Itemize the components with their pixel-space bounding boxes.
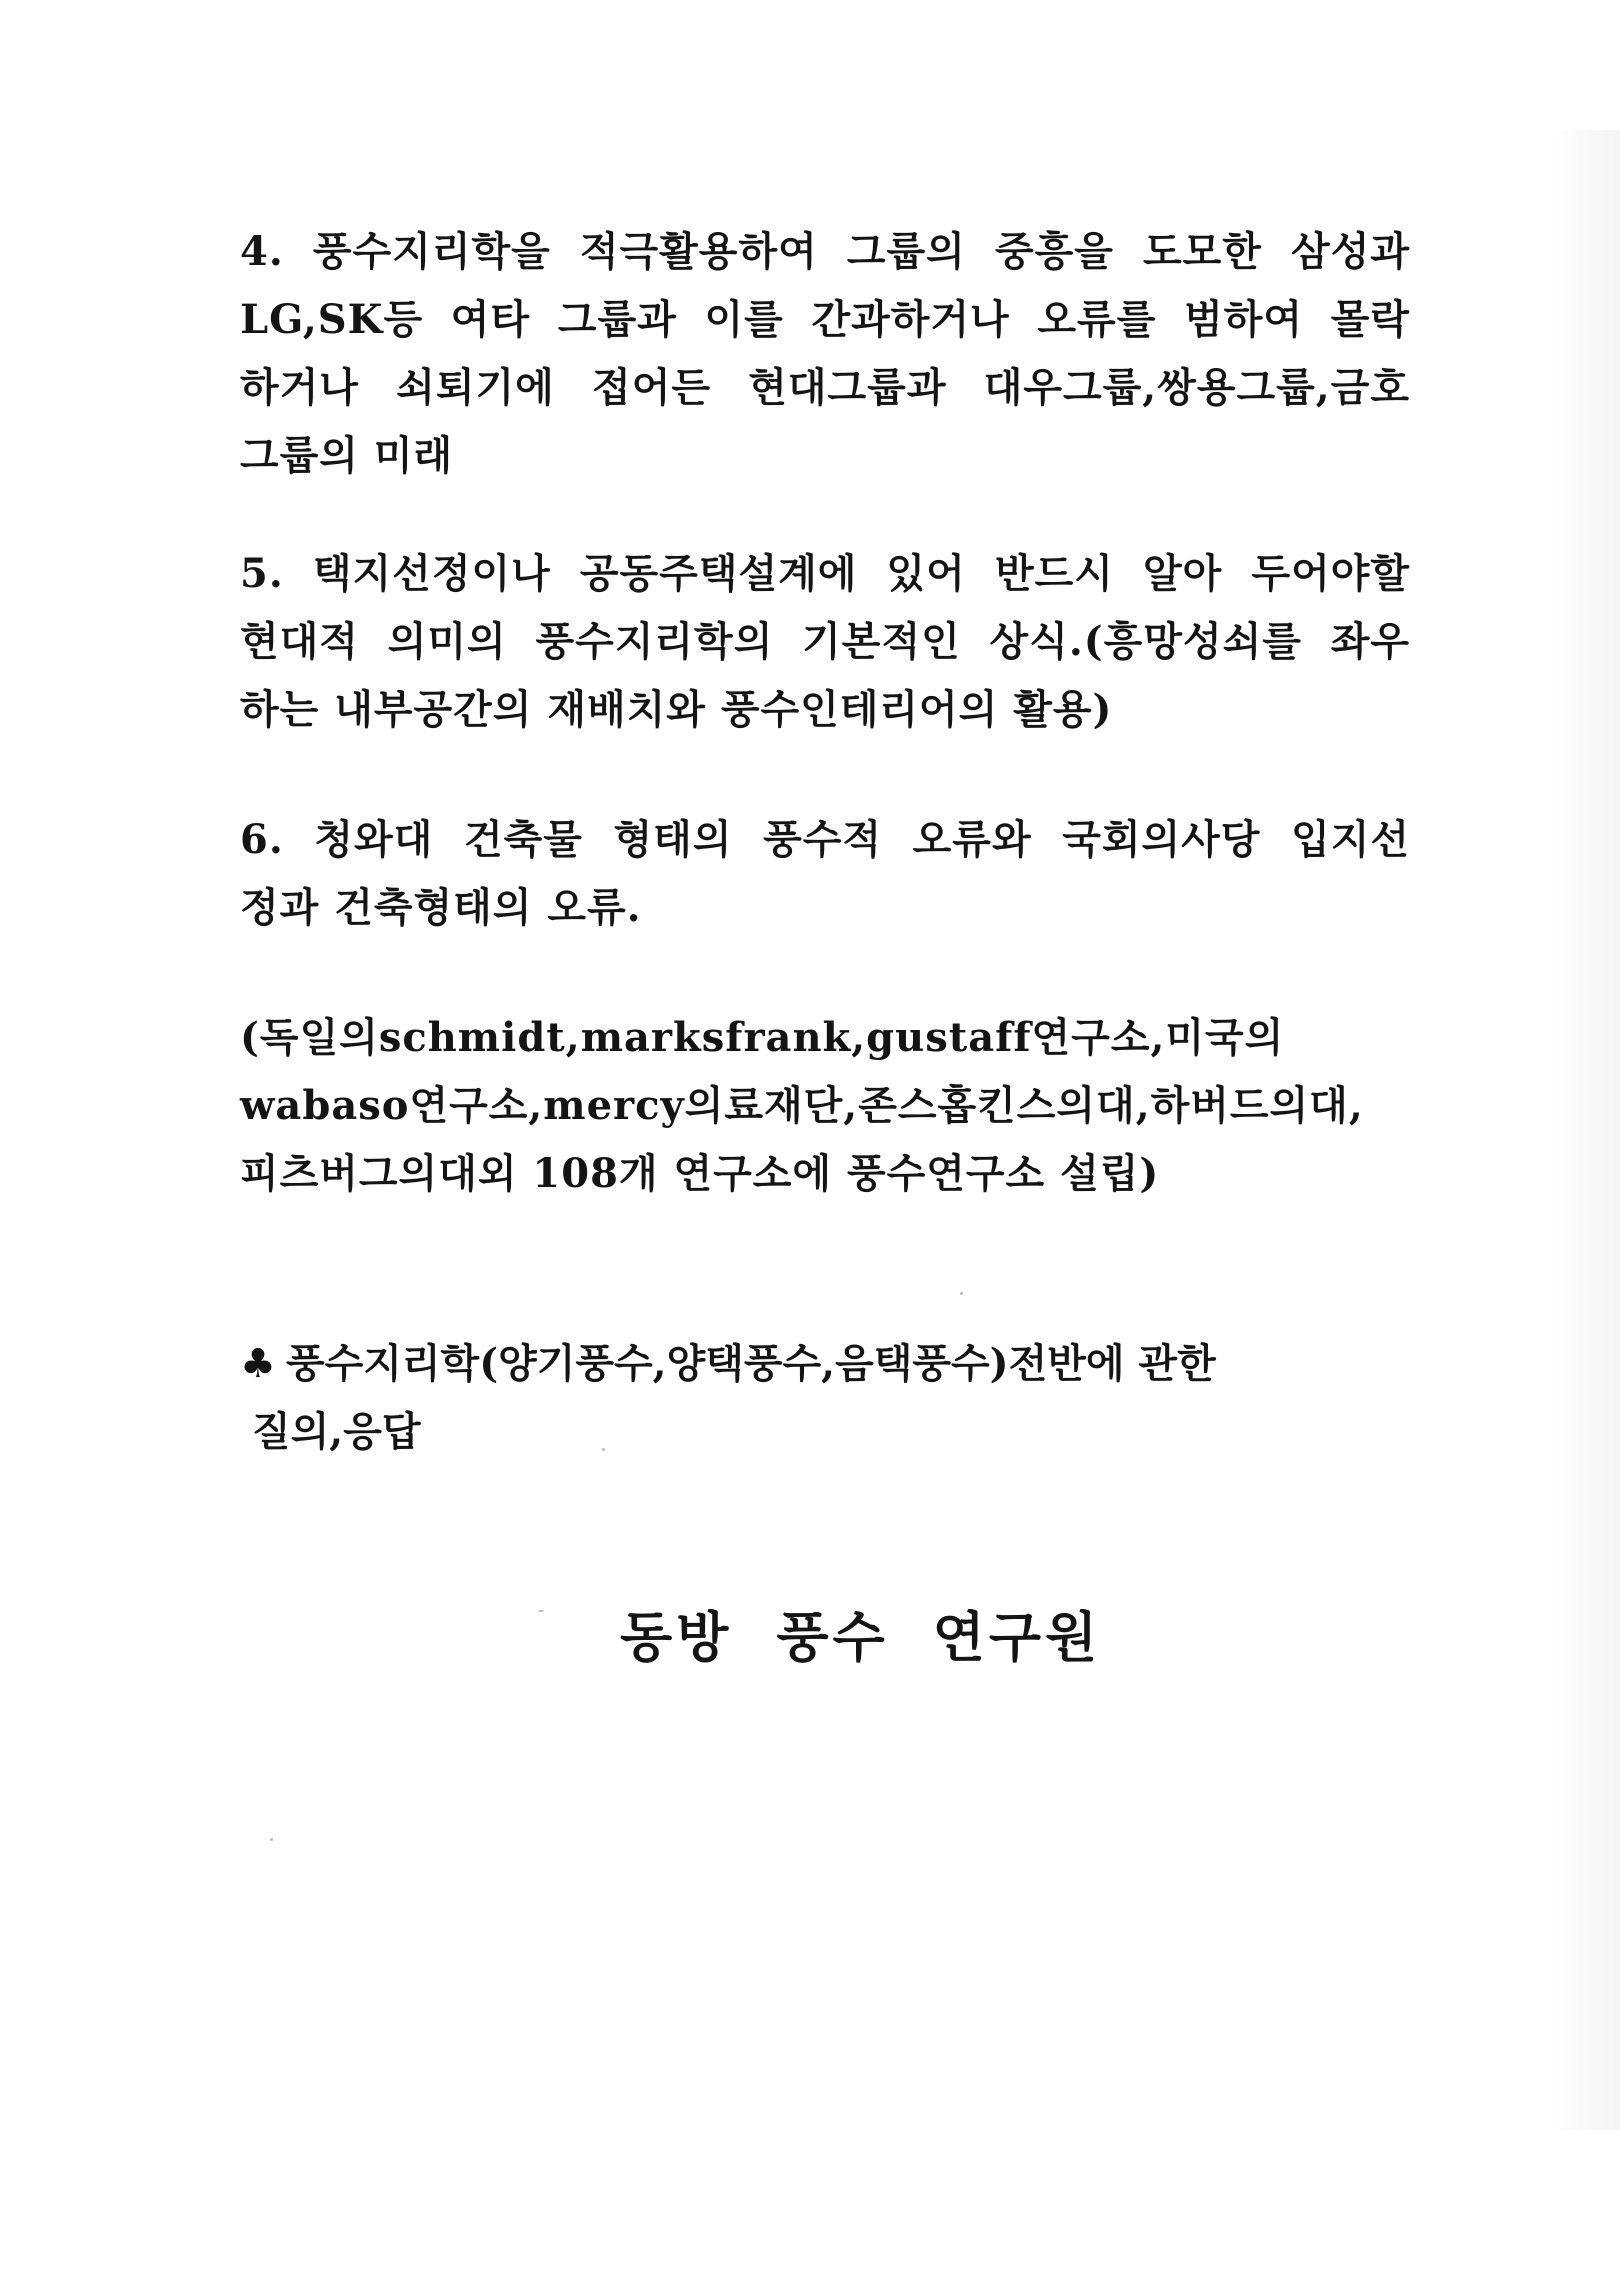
qa-line-2: 질의,응답 xyxy=(252,1408,421,1455)
org-word-3: 연구원 xyxy=(932,1605,1102,1669)
item-4-paragraph xyxy=(240,218,1410,490)
scan-speck xyxy=(960,1292,963,1295)
item-6-line-1: 6. 청와대 건축물 형태의 풍수적 오류와 국회의사당 입지선 xyxy=(240,816,1410,863)
scan-speck xyxy=(270,1838,273,1841)
item-4-line-1: 4. 풍수지리학을 적극활용하여 그룹의 중흥을 도모한 삼성과 xyxy=(240,228,1410,275)
scan-speck xyxy=(602,1448,605,1451)
institutes-line-1: (독일의schmidt,marksfrank,gustaff연구소,미국의 xyxy=(240,1014,1285,1061)
club-icon: ♣ xyxy=(240,1340,276,1387)
item-6-paragraph xyxy=(240,806,1410,942)
item-4-line-4: 그룹의 미래 xyxy=(240,432,454,479)
item-5-paragraph xyxy=(240,540,1410,744)
scan-speck xyxy=(538,1610,544,1612)
org-word-1: 동방 xyxy=(620,1605,733,1669)
item-5-line-1: 5. 택지선정이나 공동주택설계에 있어 반드시 알아 두어야할 xyxy=(240,550,1410,597)
org-word-2: 풍수 xyxy=(776,1605,889,1669)
qa-line-1 xyxy=(240,1330,1340,1398)
institutes-line-2: wabaso연구소,mercy의료재단,존스홉킨스의대,하버드의대, xyxy=(240,1082,1364,1129)
institutes-paragraph xyxy=(240,1004,1410,1208)
qa-section xyxy=(240,1330,1340,1466)
qa-text-1: 풍수지리학(양기풍수,양택풍수,음택풍수)전반에 관한 xyxy=(286,1340,1216,1387)
item-4-line-2: LG,SK등 여타 그룹과 이를 간과하거나 오류를 범하여 몰락 xyxy=(240,296,1410,343)
item-5-line-2: 현대적 의미의 풍수지리학의 기본적인 상식.(흥망성쇠를 좌우 xyxy=(240,618,1410,665)
organization-name xyxy=(620,1595,1140,1672)
institutes-line-3: 피츠버그의대외 108개 연구소에 풍수연구소 설립) xyxy=(240,1150,1160,1197)
item-4-line-3: 하거나 쇠퇴기에 접어든 현대그룹과 대우그룹,쌍용그룹,금호 xyxy=(240,364,1410,411)
item-6-line-2: 정과 건축형태의 오류. xyxy=(240,884,642,931)
scan-edge-shadow xyxy=(1548,130,1620,2130)
item-5-line-3: 하는 내부공간의 재배치와 풍수인테리어의 활용) xyxy=(240,686,1113,733)
